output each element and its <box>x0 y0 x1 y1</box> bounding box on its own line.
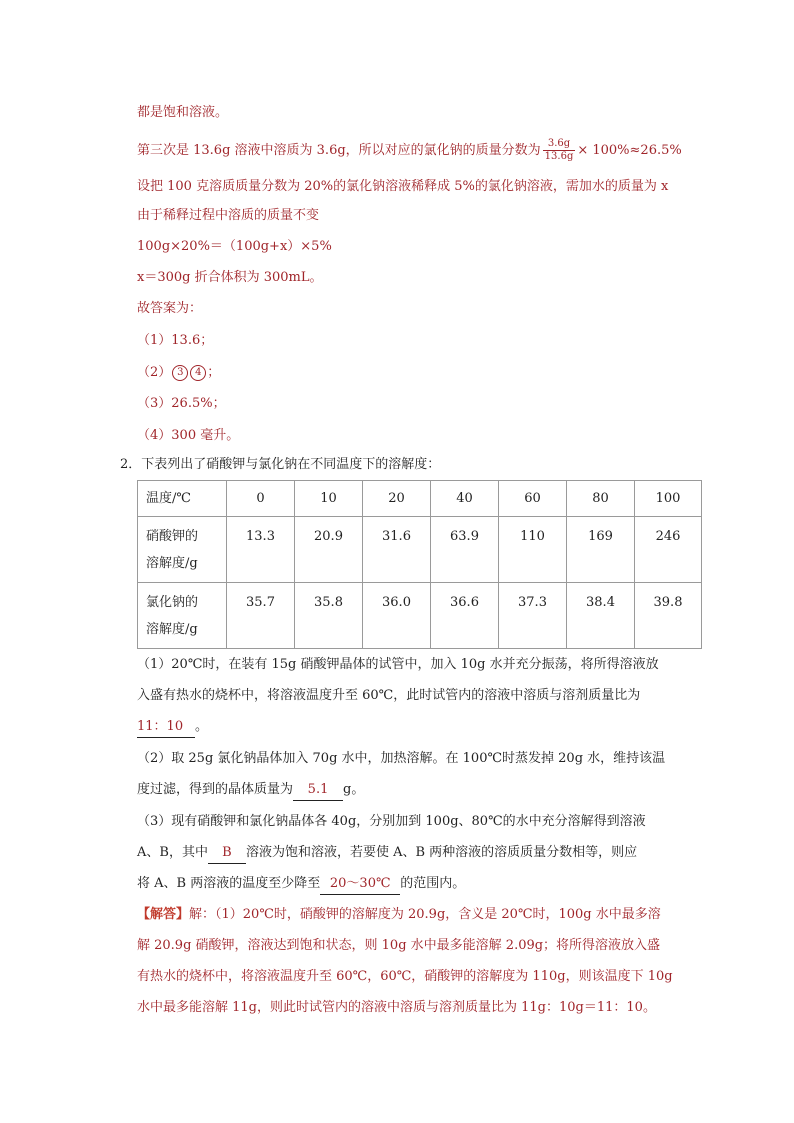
row-label <box>138 517 227 583</box>
table-cell: 39.8 <box>635 583 702 649</box>
answer-blank <box>293 780 343 801</box>
solution-line: 设把 100 克溶质质量分数为 20%的氯化钠溶液稀释成 5%的氯化钠溶液，需加水的质量为 x <box>137 179 669 194</box>
solution-line: 都是饱和溶液。 <box>137 105 229 120</box>
question-text: 将 A、B 两溶液的温度至少降至 <box>137 876 321 891</box>
table-header-cell: 80 <box>567 481 635 517</box>
row-label-line: 溶解度/g <box>146 621 198 637</box>
question-text: A、B，其中 <box>137 845 208 860</box>
answer-blank <box>137 717 195 738</box>
row-label <box>138 583 227 649</box>
answer-item <box>137 363 220 383</box>
answer-item: （3）26.5%； <box>137 396 226 411</box>
fraction-denominator: 13.6g <box>544 151 574 162</box>
question-line-end: 。 <box>195 719 209 734</box>
question-line: （2）取 25g 氯化钠晶体加入 70g 水中，加热溶解。在 100℃时蒸发掉 20g 水，维持该温 <box>137 751 666 766</box>
table-cell: 35.8 <box>295 583 363 649</box>
row-label-line: 硝酸钾的 <box>146 528 199 544</box>
equation-line: x＝300g 折合体积为 300mL。 <box>137 270 323 285</box>
solution-text: 解：（1）20℃时，硝酸钾的溶解度为 20.9g，含义是 20℃时，100g 水中最多溶 <box>189 907 661 922</box>
table-cell: 110 <box>499 517 567 583</box>
table-header-cell: 20 <box>363 481 431 517</box>
question-text: g。 <box>343 782 365 797</box>
solution-line: 解 20.9g 硝酸钾，溶液达到饱和状态，则 10g 水中最多能溶解 2.09g；将所得溶液放入盛 <box>137 938 661 953</box>
question-line: （1）20℃时，在装有 15g 硝酸钾晶体的试管中，加入 10g 水并充分振荡，将所得溶液放 <box>137 657 659 672</box>
solution-line <box>137 905 661 925</box>
mass-fraction-line <box>137 138 682 164</box>
table-header-cell: 10 <box>295 481 363 517</box>
question-line: 入盛有热水的烧杯中，将溶液温度升至 60℃，此时试管内的溶液中溶质与溶剂质量比为 <box>137 688 641 703</box>
solution-line: 有热水的烧杯中，将溶液温度升至 60℃，60℃，硝酸钾的溶解度为 110g，则该温度下 10g <box>137 969 673 984</box>
row-label-line: 氯化钠的 <box>146 594 199 610</box>
circled-number: 4 <box>190 365 206 381</box>
circled-number: 3 <box>172 365 188 381</box>
table-header-row <box>138 481 702 517</box>
table-row <box>138 517 702 583</box>
equation-line: 100g×20%＝（100g+x）×5% <box>137 239 332 254</box>
solution-line: 由于稀释过程中溶质的质量不变 <box>137 208 320 223</box>
answer-blank <box>320 874 400 895</box>
question-line <box>137 843 637 864</box>
answer-heading: 故答案为： <box>137 301 203 316</box>
question-text: 溶液为饱和溶液，若要使 A、B 两种溶液的溶质质量分数相等，则应 <box>245 845 638 860</box>
table-header-cell: 60 <box>499 481 567 517</box>
solution-line: 水中最多能溶解 11g，则此时试管内的溶液中溶质与溶剂质量比为 11g：10g＝11：10。 <box>137 1000 656 1015</box>
answer-value: B <box>222 845 232 860</box>
question-text: 度过滤，得到的晶体质量为 <box>137 782 294 797</box>
table-cell: 36.6 <box>431 583 499 649</box>
question-line <box>137 874 465 895</box>
answer-blank <box>208 843 246 864</box>
question-text: 的范围内。 <box>400 876 466 891</box>
question-line: （3）现有硝酸钾和氯化钠晶体各 40g，分别加到 100g、80℃的水中充分溶解得到溶液 <box>137 814 646 829</box>
answer-item-end: ； <box>207 365 221 380</box>
table-cell: 63.9 <box>431 517 499 583</box>
table-cell: 35.7 <box>227 583 295 649</box>
answer-value: 20～30℃ <box>329 876 391 891</box>
fraction-numerator: 3.6g <box>543 138 576 151</box>
table-cell: 246 <box>635 517 702 583</box>
solubility-table <box>137 480 702 649</box>
table-header-cell: 100 <box>635 481 702 517</box>
table-header-cell: 温度/℃ <box>138 481 227 517</box>
mass-fraction-result: × 100%≈26.5% <box>577 143 682 158</box>
table-cell: 20.9 <box>295 517 363 583</box>
table-cell: 31.6 <box>363 517 431 583</box>
mass-fraction-text: 第三次是 13.6g 溶液中溶质为 3.6g，所以对应的氯化钠的质量分数为 <box>137 143 541 158</box>
table-cell: 37.3 <box>499 583 567 649</box>
table-cell: 13.3 <box>227 517 295 583</box>
answer-value: 5.1 <box>307 782 329 797</box>
question-line <box>137 717 208 738</box>
answer-value: 11：10 <box>137 719 184 734</box>
answer-item: （1）13.6； <box>137 333 214 348</box>
answer-item: （4）300 毫升。 <box>137 428 240 443</box>
table-cell: 36.0 <box>363 583 431 649</box>
table-cell: 38.4 <box>567 583 635 649</box>
row-label-line: 溶解度/g <box>146 555 198 571</box>
answer-item-number: （2） <box>137 365 172 380</box>
solution-tag: 【解答】 <box>137 907 190 922</box>
table-row <box>138 583 702 649</box>
table-header-cell: 40 <box>431 481 499 517</box>
table-cell: 169 <box>567 517 635 583</box>
fraction <box>543 138 576 163</box>
question-line <box>137 780 364 801</box>
question-title: 2．下表列出了硝酸钾与氯化钠在不同温度下的溶解度： <box>120 457 441 472</box>
table-header-cell: 0 <box>227 481 295 517</box>
